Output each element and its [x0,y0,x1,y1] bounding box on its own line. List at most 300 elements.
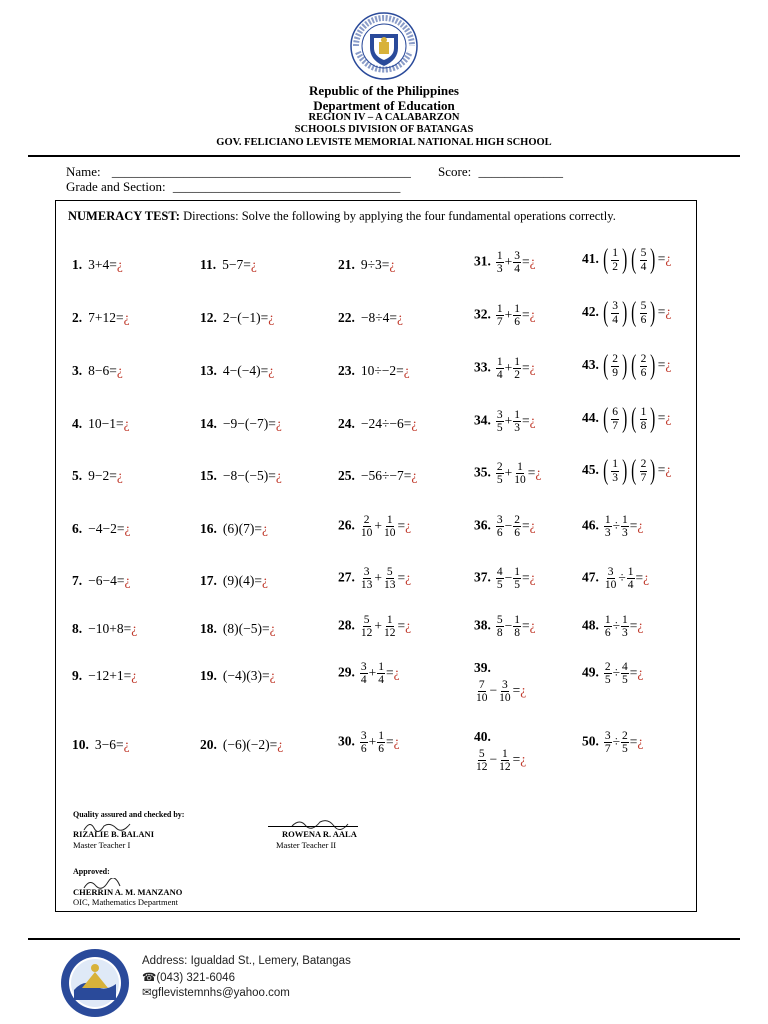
answer-blank: ¿ [277,737,284,752]
item-expression [359,514,412,540]
numerator: 4 [622,661,628,673]
fraction [360,661,368,686]
denominator: 12 [360,627,373,640]
test-item-50 [582,730,643,755]
answer-blank: ¿ [529,359,536,375]
denominator: 6 [640,313,647,326]
fraction [360,730,368,755]
operator: − [504,569,513,585]
item-expression [603,661,644,687]
test-item-30 [338,730,400,755]
answer-blank: ¿ [268,363,275,378]
item-number: 12. [200,310,217,325]
item-number: 49. [582,664,599,680]
fraction [604,614,612,639]
signature-line-2 [268,826,358,827]
numerator: 1 [640,406,647,419]
item-number: 3. [72,363,83,378]
denominator: 4 [496,369,503,382]
test-item-13 [200,364,274,378]
fraction [621,661,629,686]
parenthesized-fraction: ( $\frac{2}{7}$ ) [631,455,656,486]
fraction [496,614,504,639]
answer-blank: ¿ [131,621,138,636]
numerator: 3 [612,300,618,313]
fraction [496,566,504,591]
test-item-36 [474,514,536,539]
denominator: 6 [496,527,503,540]
item-expression: (9)(4)= [222,573,262,588]
numerator: 2 [496,461,503,473]
item-number: 18. [200,621,217,636]
parenthesized-fraction: ( $\frac{1}{2}$ ) [602,244,628,275]
denominator: 4 [640,260,647,273]
numerator: 1 [622,614,628,626]
test-item-11 [200,258,257,272]
fraction [383,514,397,539]
numerator: 1 [517,461,523,473]
fraction [498,679,512,704]
item-number: 15. [200,468,217,483]
header-division: SCHOOLS DIVISION OF BATANGAS [294,124,474,135]
equals-sign: = [522,306,530,322]
header-region: REGION IV – A CALABARZON [308,112,460,123]
equals-sign: = [522,359,530,375]
equals-sign: = [512,682,521,698]
test-item-48 [582,614,643,639]
equals-sign: = [522,412,530,428]
answer-blank: ¿ [637,517,644,533]
operator: − [489,751,498,767]
answer-blank: ¿ [411,416,418,431]
operator: + [504,412,513,428]
item-number: 2. [72,310,83,325]
item-number: 33. [474,359,491,375]
test-item-40 [474,730,526,773]
numerator: 1 [514,614,520,626]
fraction [621,614,629,639]
item-expression [603,514,644,540]
test-item-44 [582,405,671,433]
denominator: 2 [514,369,520,382]
fraction [611,458,619,483]
numerator: 1 [496,303,503,315]
numerator: 1 [496,356,503,368]
answer-blank: ¿ [405,569,412,585]
item-expression: 8−6= [88,363,117,378]
item-number: 26. [338,517,355,533]
signatory-2-role: Master Teacher II [276,840,337,850]
item-number: 5. [72,468,83,483]
answer-blank: ¿ [250,257,257,272]
denominator: 6 [640,366,647,379]
operator: + [374,569,382,585]
operator: ÷ [612,517,621,533]
answer-blank: ¿ [268,310,275,325]
answer-blank: ¿ [393,664,400,680]
operator: + [504,359,513,375]
numerator: 2 [612,353,618,366]
numerator: 6 [612,406,618,419]
test-item-3 [72,364,123,378]
numerator: 1 [502,747,508,760]
item-expression [603,730,644,756]
test-item-2 [72,311,130,325]
item-expression [359,566,412,592]
parenthesized-fraction: ( $\frac{5}{6}$ ) [631,297,656,328]
item-expression: 10−1= [88,416,124,431]
equals-sign: = [522,569,530,585]
numerator: 5 [640,247,647,260]
test-item-37 [474,566,536,591]
numerator: 3 [360,661,367,673]
fraction [513,356,521,381]
numerator: 3 [502,678,508,691]
numerator: 1 [386,514,393,526]
operator: ÷ [612,617,621,633]
numerator: 1 [612,247,618,260]
test-item-22 [338,311,403,325]
item-number: 38. [474,617,491,633]
fraction [513,303,521,328]
equals-sign: = [386,664,394,680]
denominator: 5 [622,674,628,687]
deped-seal [350,12,418,80]
denominator: 10 [384,527,396,540]
item-expression: (6)(7)= [222,521,262,536]
answer-blank: ¿ [529,306,536,322]
operator: + [504,464,513,480]
answer-blank: ¿ [637,733,644,749]
equals-sign: = [522,517,530,533]
item-number: 8. [72,621,83,636]
item-expression [495,566,536,592]
denominator: 12 [476,760,488,773]
test-item-17 [200,574,268,588]
item-number: 47. [582,569,599,585]
answer-blank: ¿ [389,257,396,272]
denominator: 5 [604,674,611,687]
denominator: 10 [360,527,373,540]
denominator: 9 [612,366,618,379]
equals-sign: = [629,664,638,680]
equals-sign: = [397,569,406,585]
item-expression [601,455,672,486]
denominator: 7 [640,471,647,484]
name-field[interactable] [66,164,411,180]
operator: ÷ [618,569,626,585]
fraction [640,247,648,272]
answer-blank: ¿ [520,682,527,698]
test-item-9 [72,669,137,683]
fraction [604,730,612,755]
test-item-45 [582,457,671,485]
item-expression [603,566,650,592]
item-expression [474,679,526,704]
item-number: 25. [338,468,355,483]
parenthesized-fraction: ( $\frac{5}{4}$ ) [631,244,656,275]
item-number: 46. [582,517,599,533]
denominator: 12 [499,760,511,773]
fraction [513,614,521,639]
test-item-1 [72,258,123,272]
equals-sign: = [657,304,666,320]
item-number: 16. [200,521,217,536]
test-item-38 [474,614,536,639]
denominator: 10 [604,579,617,592]
denominator: 5 [514,579,520,592]
numerator: 1 [622,514,628,526]
parenthesized-fraction: ( $\frac{6}{7}$ ) [602,403,628,434]
operator: + [368,733,377,749]
test-item-12 [200,311,274,325]
item-number: 23. [338,363,355,378]
item-expression: (−6)(−2)= [222,737,278,752]
equals-sign: = [386,733,394,749]
test-item-47 [582,566,649,591]
item-expression: (−4)(3)= [222,668,270,683]
fraction [377,730,385,755]
item-expression: 3+4= [88,257,117,272]
numerator: 1 [514,566,520,578]
fraction [360,614,374,639]
denominator: 4 [360,674,367,687]
test-item-23 [338,364,410,378]
answer-blank: ¿ [269,621,276,636]
denominator: 10 [499,691,511,704]
footer-phone-row [142,970,235,984]
operator: + [374,517,382,533]
equals-sign: = [629,733,638,749]
numerator: 5 [640,300,647,313]
answer-blank: ¿ [665,357,672,373]
item-expression: −4−2= [88,521,125,536]
answer-blank: ¿ [405,617,412,633]
fraction [383,614,397,639]
parenthesized-fraction: ( $\frac{2}{9}$ ) [602,350,628,381]
numerator: 5 [363,614,370,626]
test-item-20 [200,738,283,752]
answer-blank: ¿ [637,617,644,633]
operator: + [368,664,377,680]
item-expression: 4−(−4)= [222,363,269,378]
answer-blank: ¿ [529,253,536,269]
signatory-1-name: RIZALIE B. BALANI [73,829,155,839]
test-item-4 [72,417,130,431]
score-field[interactable] [438,164,563,180]
test-item-31 [474,250,536,275]
numerator: 3 [360,730,367,742]
item-number: 14. [200,416,217,431]
denominator: 10 [514,474,526,487]
fraction [498,748,512,773]
denominator: 3 [604,527,611,540]
test-title: NUMERACY TEST: [68,209,180,223]
item-number: 13. [200,363,217,378]
item-number: 17. [200,573,217,588]
item-number: 6. [72,521,83,536]
footer-divider [28,938,740,940]
answer-blank: ¿ [637,664,644,680]
numerator: 1 [604,614,611,626]
fraction [611,300,619,325]
equals-sign: = [522,253,530,269]
numerator: 5 [478,747,485,760]
item-expression [359,730,400,756]
test-item-5 [72,469,123,483]
fraction [496,409,504,434]
denominator: 5 [496,422,503,435]
test-item-16 [200,522,268,536]
equals-sign: = [527,464,536,480]
fraction [383,566,397,591]
test-item-25 [338,469,417,483]
numerator: 3 [514,250,520,262]
item-number: 31. [474,253,491,269]
fraction [360,514,374,539]
denominator: 6 [360,743,367,756]
test-item-8 [72,622,137,636]
denominator: 12 [384,627,396,640]
item-expression: −56÷−7= [360,468,412,483]
answer-blank: ¿ [405,517,412,533]
item-expression [601,350,672,381]
item-expression: 2−(−1)= [222,310,269,325]
item-expression: −8−(−5)= [222,468,276,483]
denominator: 5 [496,579,503,592]
item-number: 41. [582,251,599,267]
item-expression: −12+1= [88,668,132,683]
test-item-39 [474,661,526,704]
directions-text: Directions: Solve the following by applying the four fundamental operations correctly. [183,209,616,223]
test-item-18 [200,622,276,636]
numerator: 2 [604,661,611,673]
header-republic: Republic of the Philippines [309,83,459,98]
numerator: 1 [604,514,611,526]
fraction [475,748,489,773]
denominator: 7 [496,316,503,329]
test-item-14 [200,417,282,431]
header-deped: Department of Education [313,98,455,113]
test-item-15 [200,469,282,483]
test-item-10 [72,738,130,752]
fraction [496,461,504,486]
answer-blank: ¿ [275,416,282,431]
test-item-26 [338,514,411,539]
denominator: 6 [604,627,611,640]
answer-blank: ¿ [665,304,672,320]
denominator: 13 [384,579,396,592]
parenthesized-fraction: ( $\frac{3}{4}$ ) [602,297,628,328]
numerator: 3 [607,566,614,578]
fraction [611,247,619,272]
numerator: 2 [514,514,520,526]
answer-blank: ¿ [529,569,536,585]
grade-section-field[interactable] [66,179,400,195]
item-number: 45. [582,462,599,478]
denominator: 3 [612,471,618,484]
fraction [513,250,521,275]
item-expression: 5−7= [222,257,251,272]
denominator: 10 [476,691,488,704]
test-item-7 [72,574,130,588]
fraction [611,406,619,431]
numerator: 2 [640,458,647,471]
numerator: 1 [386,614,393,626]
item-expression: 10÷−2= [360,363,404,378]
denominator: 4 [378,674,384,687]
fraction [604,566,618,591]
item-number: 40. [474,729,491,744]
item-number: 20. [200,737,217,752]
item-expression: −8÷4= [360,310,398,325]
test-item-43 [582,352,671,380]
denominator: 6 [514,527,520,540]
answer-blank: ¿ [643,569,650,585]
footer-email-row [142,985,290,999]
item-number: 22. [338,310,355,325]
answer-blank: ¿ [116,363,123,378]
item-number: 50. [582,733,599,749]
item-expression [359,614,412,640]
numerator: 2 [640,353,647,366]
numerator: 7 [478,678,485,691]
answer-blank: ¿ [261,573,268,588]
numerator: 1 [514,356,520,368]
fraction [627,566,635,591]
fraction [496,514,504,539]
answer-blank: ¿ [261,521,268,536]
equals-sign: = [657,462,666,478]
test-item-28 [338,614,411,639]
denominator: 5 [622,743,628,756]
denominator: 6 [514,316,520,329]
item-number: 32. [474,306,491,322]
fraction [640,353,648,378]
item-number: 19. [200,668,217,683]
fraction [604,514,612,539]
test-item-33 [474,356,536,381]
denominator: 4 [514,263,520,276]
item-expression [603,614,644,640]
signatory-2-name: ROWENA R. AALA [282,829,357,839]
equals-sign: = [397,517,406,533]
signatory-3-name: CHERRIN A. M. MANZANO [73,887,183,897]
test-item-19 [200,669,276,683]
answer-blank: ¿ [403,363,410,378]
numerator: 1 [627,566,634,578]
qa-label: Quality assured and checked by: [73,810,185,819]
item-expression [495,356,536,382]
fraction [604,661,612,686]
numerator: 1 [514,303,520,315]
item-number: 27. [338,569,355,585]
fraction [496,250,504,275]
fraction [513,409,521,434]
answer-blank: ¿ [535,464,542,480]
header-school: GOV. FELICIANO LEVISTE MEMORIAL NATIONAL HIGH SCHOOL [216,137,552,148]
item-number: 35. [474,464,491,480]
parenthesized-fraction: ( $\frac{1}{3}$ ) [602,455,628,486]
answer-blank: ¿ [123,416,130,431]
test-item-42 [582,299,671,327]
item-expression [495,250,536,276]
parenthesized-fraction: ( $\frac{2}{6}$ ) [631,350,656,381]
parenthesized-fraction: ( $\frac{1}{8}$ ) [631,403,656,434]
item-expression [601,297,672,328]
denominator: 7 [612,419,618,432]
score-blank: _____________ [478,164,563,179]
